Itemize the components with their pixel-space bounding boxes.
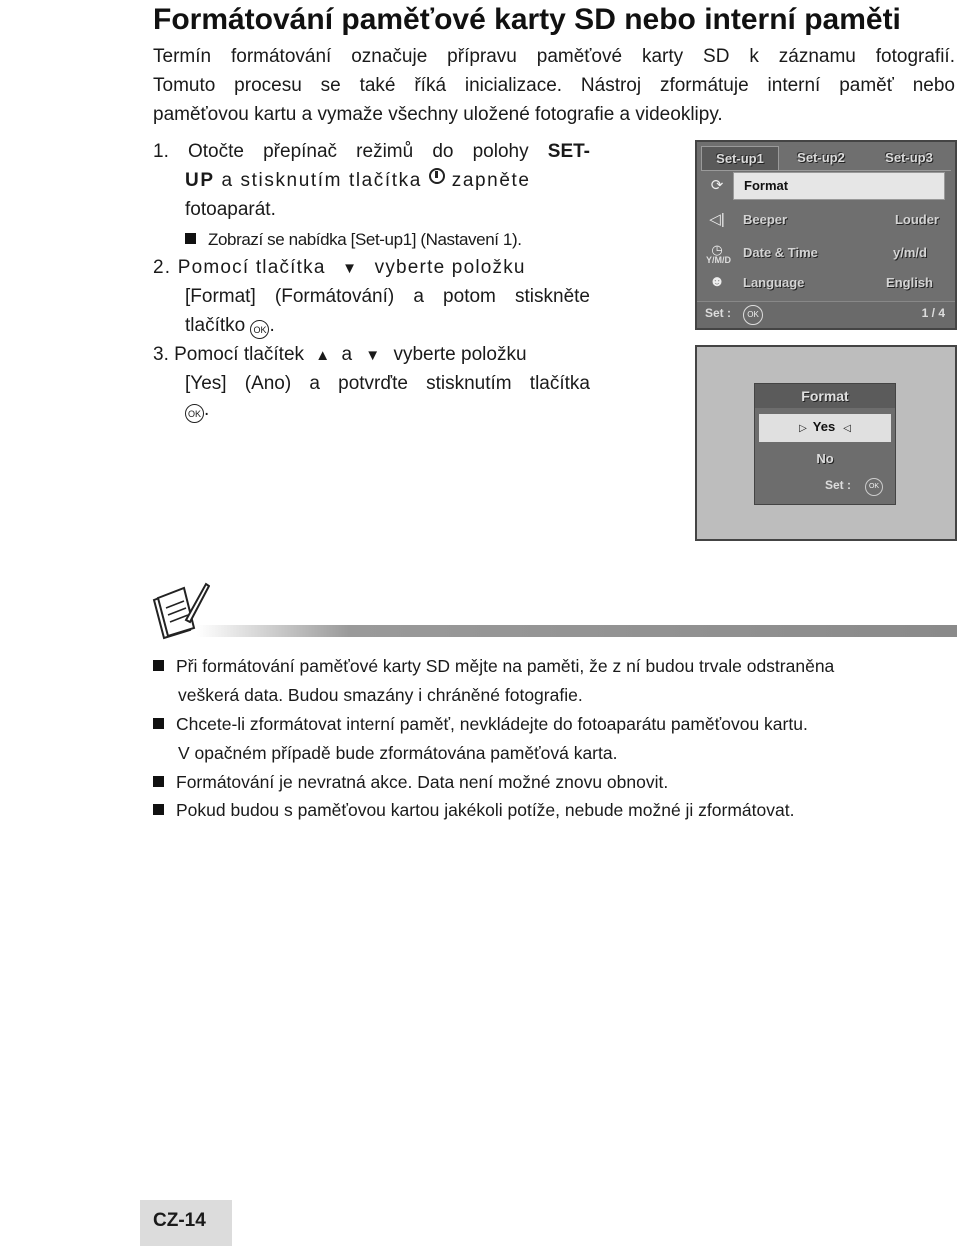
- note-item-continuation: veškerá data. Budou smazány i chráněné fotografie.: [178, 685, 583, 705]
- setup-mode-label: UP: [185, 170, 215, 191]
- page-indicator: 1 / 4: [921, 306, 945, 320]
- step-1-subnote-text: Zobrazí se nabídka [Set-up1] (Nastavení 1).: [208, 230, 522, 249]
- tab-setup3: Set-up3: [885, 150, 933, 165]
- menu-item-date-time: [743, 240, 943, 266]
- dialog-set-label: Set :: [825, 478, 852, 492]
- bullet-icon: [153, 660, 164, 671]
- step-3-text: vyberte položku: [393, 344, 527, 365]
- note-item: [153, 768, 668, 797]
- intro-line: Tomuto procesu se také říká inicializace. Nástroj zformátuje interní paměť nebo: [153, 75, 955, 96]
- power-icon: [429, 168, 445, 184]
- menu-item-label: Language: [743, 275, 805, 290]
- period: .: [269, 315, 275, 336]
- menu-item-language: [743, 270, 943, 296]
- step-2-text: tlačítko: [185, 315, 246, 336]
- period: .: [204, 399, 210, 420]
- menu-footer: [697, 301, 955, 328]
- down-arrow-icon: ▼: [365, 347, 381, 364]
- step-1-text: 1. Otočte přepínač režimů do polohy: [153, 141, 529, 162]
- note-item: [153, 796, 794, 825]
- notes-divider: [197, 625, 957, 637]
- step-1-line-1: [153, 137, 590, 166]
- option-no: No: [816, 451, 834, 466]
- down-arrow-icon: ▼: [342, 260, 359, 277]
- step-3-line-3: [185, 395, 209, 424]
- tab-setup1: Set-up1: [701, 146, 779, 171]
- step-2-line-2: [Format] (Formátování) a potom stiskněte: [185, 286, 590, 307]
- note-item: [153, 652, 955, 681]
- bullet-icon: [153, 776, 164, 787]
- bullet-icon: [185, 233, 196, 244]
- format-dialog-screen: [695, 345, 957, 541]
- step-2-text: vyberte položku: [374, 257, 526, 278]
- note-text: Formátování je nevratná akce. Data není možné znovu obnovit.: [176, 772, 669, 792]
- page-number: CZ-14: [153, 1210, 206, 1231]
- intro-paragraph: [153, 42, 955, 129]
- step-2-text: 2. Pomocí tlačítka: [153, 257, 326, 278]
- dialog-title: Format: [755, 384, 895, 408]
- menu-item-label: Beeper: [743, 212, 788, 227]
- note-item: [153, 710, 955, 739]
- menu-item-value: English: [886, 275, 933, 290]
- menu-item-value: y/m/d: [893, 245, 927, 260]
- footer-set-label: Set :: [705, 306, 732, 320]
- intro-line: paměťovou kartu a vymaže všechny uložené fotografie a videoklipy.: [153, 104, 723, 125]
- note-text: Pokud budou s paměťovou kartou jakékoli potíže, nebude možné ji zformátovat.: [176, 800, 795, 820]
- page-title: Formátování paměťové karty SD nebo interní paměti: [153, 3, 901, 36]
- ok-button-icon: OK: [185, 404, 204, 423]
- step-1-text: zapněte: [451, 170, 531, 191]
- step-3-text: a: [341, 344, 353, 365]
- intro-line: Termín formátování označuje přípravu paměťové karty SD k záznamu fotografií.: [153, 46, 955, 67]
- menu-item-format: [733, 172, 945, 200]
- step-2-line-1: [153, 253, 590, 283]
- format-icon: ⟳: [710, 177, 724, 194]
- bullet-icon: [153, 718, 164, 729]
- format-dialog: [754, 383, 896, 505]
- bullet-icon: [153, 804, 164, 815]
- menu-item-value: Louder: [894, 212, 939, 227]
- up-arrow-icon: ▲: [315, 347, 331, 364]
- step-1-line-3: fotoaparát.: [185, 199, 276, 220]
- menu-item-beeper: [743, 207, 943, 233]
- note-item-continuation: V opačném případě bude zformátována paměťová karta.: [178, 743, 618, 763]
- step-3-text: 3. Pomocí tlačítek: [153, 344, 305, 365]
- setup-mode-label: SET-: [547, 141, 590, 162]
- language-icon: ☻: [709, 273, 725, 290]
- clock-icon: ◷: [711, 242, 723, 257]
- step-2-line-3: [185, 311, 275, 340]
- ok-button-icon: OK: [250, 320, 269, 339]
- ymd-label: Y/M/D: [706, 255, 732, 265]
- step-1-subnote: [185, 225, 522, 254]
- note-text: Při formátování paměťové karty SD mějte na paměti, že z ní budou trvale odstraněna: [176, 656, 835, 676]
- note-text: Chcete-li zformátovat interní paměť, nevkládejte do fotoaparátu paměťovou kartu.: [176, 714, 808, 734]
- ok-button-icon: OK: [865, 478, 883, 496]
- tab-setup2: Set-up2: [797, 150, 845, 165]
- speaker-icon: ◁|: [709, 211, 725, 228]
- option-yes: [759, 414, 891, 442]
- setup-menu-screen: [695, 140, 957, 330]
- step-3-line-2: [Yes] (Ano) a potvrďte stisknutím tlačítka: [185, 373, 590, 394]
- step-1-text: a stisknutím tlačítka: [221, 170, 422, 191]
- left-pointer-icon: ◁: [843, 423, 851, 434]
- ok-button-icon: OK: [743, 305, 763, 325]
- step-1-line-2: [185, 166, 590, 195]
- tab-divider: [701, 170, 951, 171]
- step-3-line-1: [153, 340, 590, 370]
- right-pointer-icon: ▷: [799, 423, 807, 434]
- option-yes-label: Yes: [812, 419, 836, 434]
- menu-item-label: Format: [744, 178, 789, 193]
- menu-item-label: Date & Time: [743, 245, 818, 260]
